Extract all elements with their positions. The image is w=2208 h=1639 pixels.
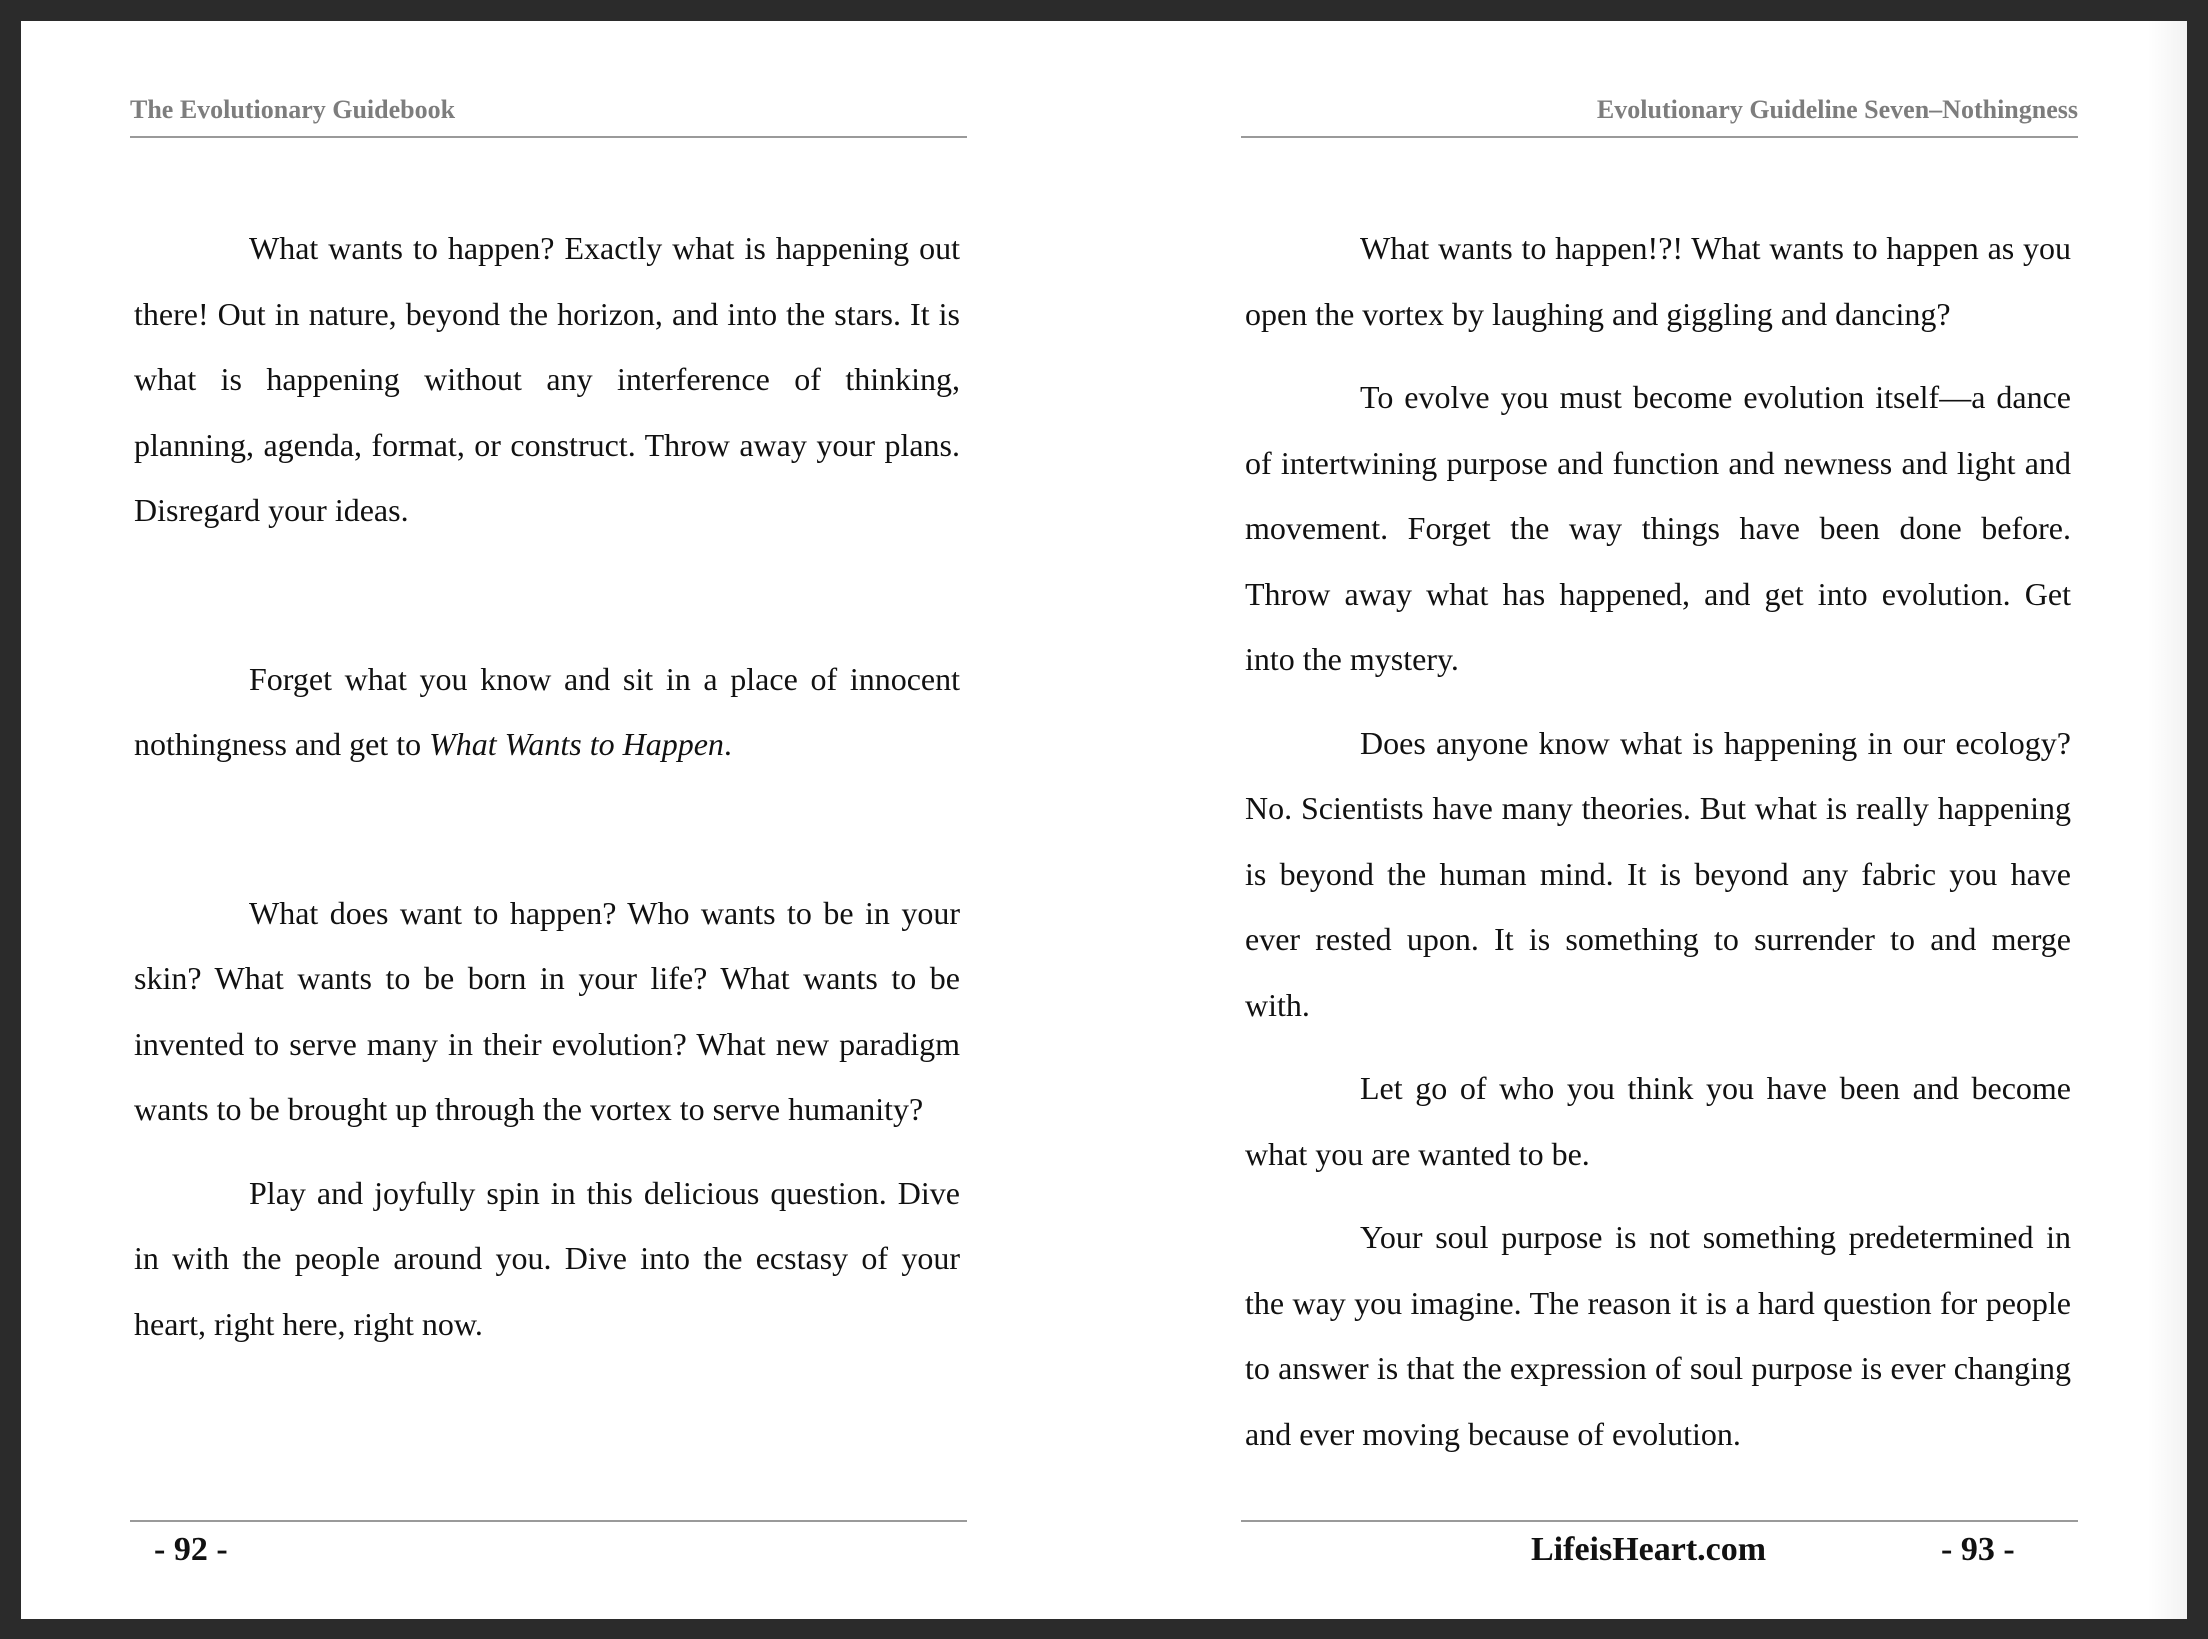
right-header-rule xyxy=(1241,136,2078,138)
paragraph-end: . xyxy=(723,726,732,762)
left-body-text xyxy=(134,216,960,1357)
paragraph: Let go of who you think you have been and become what you are wanted to be. xyxy=(1245,1070,2071,1172)
left-running-head: The Evolutionary Guidebook xyxy=(130,95,456,124)
paragraph-text: Forget what you know and sit in a place of innocent nothingness and get to xyxy=(134,660,960,762)
paragraph: Your soul purpose is not something predetermined in the way you imagine. The reason it is a hard question for people to answer is that the expression of soul purpose is ever changing and ever moving because of evolution. xyxy=(1245,1219,2071,1452)
paragraph: Does anyone know what is happening in our ecology? No. Scientists have many theories. But what is really happening is beyond the human mind. It is beyond any fabric you have ever rested upon. It is something to surrender to and merge with. xyxy=(1245,724,2071,1023)
right-running-head: Evolutionary Guideline Seven–Nothingness xyxy=(1596,95,2078,124)
paragraph xyxy=(134,647,960,778)
book-spread xyxy=(21,21,2187,1619)
paragraph: What wants to happen!?! What wants to happen as you open the vortex by laughing and giggling and dancing? xyxy=(1245,230,2071,332)
paragraph: What does want to happen? Who wants to be in your skin? What wants to be born in your life? What wants to be invented to serve many in their evolution? What new paradigm wants to be brought up through the vortex to serve humanity? xyxy=(134,894,960,1127)
left-footer-rule xyxy=(130,1520,967,1522)
emphasis-text: What Wants to Happen xyxy=(429,726,724,762)
right-page xyxy=(1241,21,2078,1619)
left-header-rule xyxy=(130,136,967,138)
right-footer-rule xyxy=(1241,1520,2078,1522)
right-body-text xyxy=(1245,216,2071,1467)
paragraph: Play and joyfully spin in this delicious question. Dive in with the people around you. Dive into the ecstasy of your heart, right here, right now. xyxy=(134,1174,960,1342)
page-number: - 92 - xyxy=(154,1531,228,1568)
page-edge-shadow xyxy=(2147,21,2187,1619)
page-number: - 93 - xyxy=(1941,1531,2015,1568)
left-page xyxy=(130,21,967,1619)
website-footer: LifeisHeart.com xyxy=(1531,1531,1767,1568)
paragraph: What wants to happen? Exactly what is happening out there! Out in nature, beyond the horizon, and into the stars. It is what is happening without any interference of thinking, planning, agenda, format, or construct. Throw away your plans. Disregard your ideas. xyxy=(134,230,960,528)
paragraph: To evolve you must become evolution itself—a dance of intertwining purpose and function and newness and light and movement. Forget the way things have been done before. Throw away what has happened, and get into evolution. Get into the mystery. xyxy=(1245,379,2071,677)
